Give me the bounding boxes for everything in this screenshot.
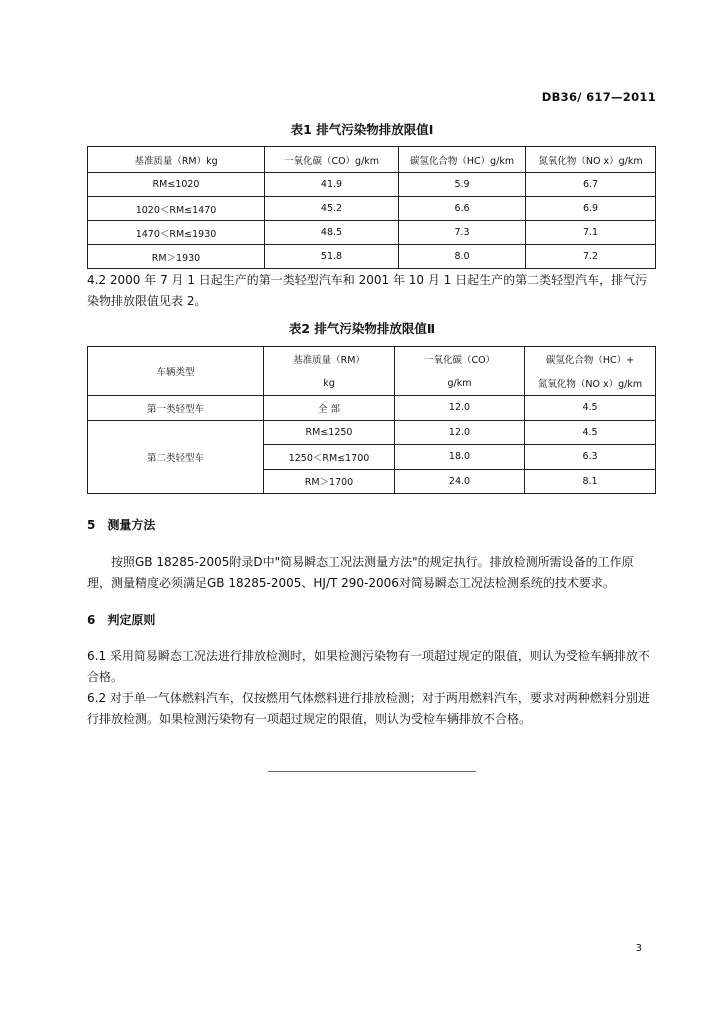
table2-header-vehicle-type: 车辆类型 — [88, 347, 264, 396]
table2-header-co-unit: g/km — [395, 371, 525, 396]
table-cell: RM＞1700 — [264, 469, 395, 494]
section-number: 6 — [87, 613, 96, 627]
table-row — [88, 245, 656, 269]
table-cell: 24.0 — [395, 469, 525, 494]
table-cell: 6.7 — [526, 173, 656, 197]
table-cell: 7.1 — [526, 221, 656, 245]
section-5-text: 按照GB 18285-2005附录D中"简易瞬态工况法测量方法"的规定执行。排放检测所需设备的工作原理，测量精度必须满足GB 18285-2005、HJ/T 290-2006对简易瞬态工况法检测系统的技术要求。 — [87, 555, 634, 590]
table-cell: RM＞1930 — [88, 245, 265, 269]
clause-6-2: 6.2 对于单一气体燃料汽车，仅按燃用气体燃料进行排放检测；对于两用燃料汽车，要求对两种燃料分别进行排放检测。如果检测污染物有一项超过规定的限值，则认为受检车辆排放不合格。 — [87, 691, 650, 726]
table-cell: 48.5 — [265, 221, 399, 245]
table-row — [88, 197, 656, 221]
table-row — [88, 221, 656, 245]
section-number: 5 — [87, 518, 96, 532]
table2-header-row-1 — [88, 347, 656, 372]
table-cell: 1470＜RM≤1930 — [88, 221, 265, 245]
table1-caption: 表1 排气污染物排放限值Ⅰ — [290, 122, 434, 137]
table-cell: 8.1 — [525, 469, 656, 494]
table1-header-hc: 碳氢化合物（HC）g/km — [399, 147, 526, 173]
clause-4-2: 4.2 2000 年 7 月 1 日起生产的第一类轻型汽车和 2001 年 10 月 1 日起生产的第二类轻型汽车，排气污染物排放限值见表 2。 — [87, 273, 648, 308]
section-title: 测量方法 — [107, 518, 156, 532]
end-rule — [268, 771, 476, 772]
table-cell: 51.8 — [265, 245, 399, 269]
table-cell: 7.3 — [399, 221, 526, 245]
clause-6-1: 6.1 采用简易瞬态工况法进行排放检测时，如果检测污染物有一项超过规定的限值，则认为受检车辆排放不合格。 — [87, 649, 650, 684]
table1-header-rm: 基准质量（RM）kg — [88, 147, 265, 173]
table2-header-rm: 基准质量（RM） — [264, 347, 395, 372]
table-cell: 全 部 — [264, 396, 395, 421]
table-cell: 6.6 — [399, 197, 526, 221]
table2-header-hcnox: 碳氢化合物（HC）+ — [525, 347, 656, 372]
section-5-heading — [87, 516, 167, 533]
table1-header-nox: 氮氧化物（NO x）g/km — [526, 147, 656, 173]
table1-header-row — [88, 147, 656, 173]
table-cell: 12.0 — [395, 396, 525, 421]
table-cell: 第二类轻型车 — [88, 420, 264, 494]
table2-header-co: 一氧化碳（CO） — [395, 347, 525, 372]
table-cell: 1250＜RM≤1700 — [264, 445, 395, 470]
table-cell: 4.5 — [525, 396, 656, 421]
table-row — [88, 420, 656, 445]
table-cell: 6.9 — [526, 197, 656, 221]
table-row — [88, 173, 656, 197]
table2-header-hcnox-unit: 氮氧化物（NO x）g/km — [525, 371, 656, 396]
table-cell: 7.2 — [526, 245, 656, 269]
table-cell: 5.9 — [399, 173, 526, 197]
table-cell: 第一类轻型车 — [88, 396, 264, 421]
table-cell: 4.5 — [525, 420, 656, 445]
table2 — [87, 346, 656, 494]
table-cell: 8.0 — [399, 245, 526, 269]
table2-header-rm-unit: kg — [264, 371, 395, 396]
table-cell: 45.2 — [265, 197, 399, 221]
section-title: 判定原则 — [107, 613, 156, 627]
table-cell: 12.0 — [395, 420, 525, 445]
table-cell: 6.3 — [525, 445, 656, 470]
table-cell: 1020＜RM≤1470 — [88, 197, 265, 221]
table1 — [87, 146, 656, 269]
table-cell: 41.9 — [265, 173, 399, 197]
table1-header-co: 一氧化碳（CO）g/km — [265, 147, 399, 173]
table-cell: 18.0 — [395, 445, 525, 470]
section-6-heading — [87, 611, 167, 628]
standard-code: DB36/ 617—2011 — [541, 90, 656, 104]
table2-caption: 表2 排气污染物排放限值Ⅱ — [288, 321, 436, 336]
table-cell: RM≤1020 — [88, 173, 265, 197]
table-row — [88, 396, 656, 421]
table-cell: RM≤1250 — [264, 420, 395, 445]
page-number: 3 — [635, 943, 642, 954]
